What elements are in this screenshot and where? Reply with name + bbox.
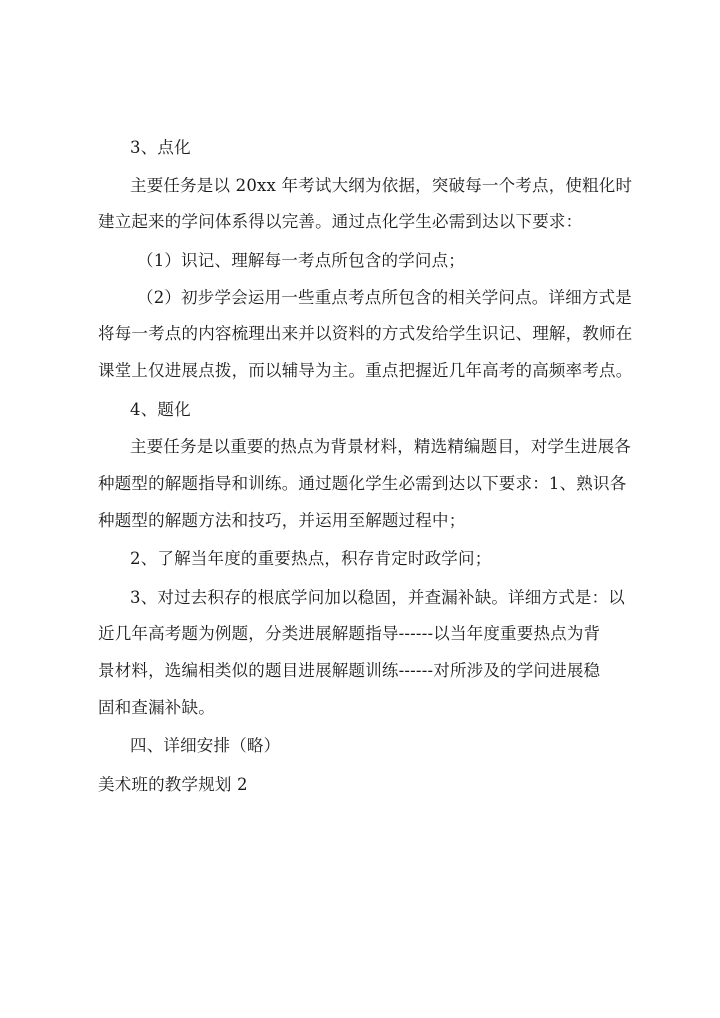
list-item-2: （2）初步学会运用一些重点考点所包含的相关学问点。详细方式是 <box>137 288 632 307</box>
paragraph-line: 课堂上仅进展点拨，而以辅导为主。重点把握近几年高考的高频率考点。 <box>98 361 633 380</box>
paragraph-line: 主要任务是以重要的热点为背景材料，精选精编题目，对学生进展各 <box>130 437 631 456</box>
paragraph-line: 景材料，选编相类似的题目进展解题训练------对所涉及的学问进展稳 <box>98 661 601 680</box>
paragraph-line: 建立起来的学问体系得以完善。通过点化学生必需到达以下要求： <box>98 212 583 231</box>
paragraph-line: 近几年高考题为例题，分类进展解题指导------以当年度重要热点为背 <box>98 624 601 643</box>
paragraph-line: 种题型的解题方法和技巧，并运用至解题过程中； <box>98 511 466 530</box>
section-heading-schedule: 四、详细安排（略） <box>130 736 281 755</box>
section-heading-3: 3、点化 <box>130 138 191 157</box>
paragraph-line: 主要任务是以 20xx 年考试大纲为依据，突破每一个考点，使粗化时 <box>130 176 633 195</box>
document-title: 美术班的教学规划 2 <box>98 775 248 794</box>
section-heading-4: 4、题化 <box>130 400 191 419</box>
paragraph-line: 将每一考点的内容梳理出来并以资料的方式发给学生识记、理解，教师在 <box>98 324 633 343</box>
list-item-1: （1）识记、理解每一考点所包含的学问点； <box>137 251 465 270</box>
paragraph-line: 3、对过去积存的根底学问加以稳固，并查漏补缺。详细方式是：以 <box>130 588 625 607</box>
paragraph-line: 2、了解当年度的重要热点，积存肯定时政学问； <box>130 549 492 568</box>
paragraph-line: 种题型的解题指导和训练。通过题化学生必需到达以下要求：1、熟识各 <box>98 474 627 493</box>
paragraph-line: 固和查漏补缺。 <box>98 698 215 717</box>
